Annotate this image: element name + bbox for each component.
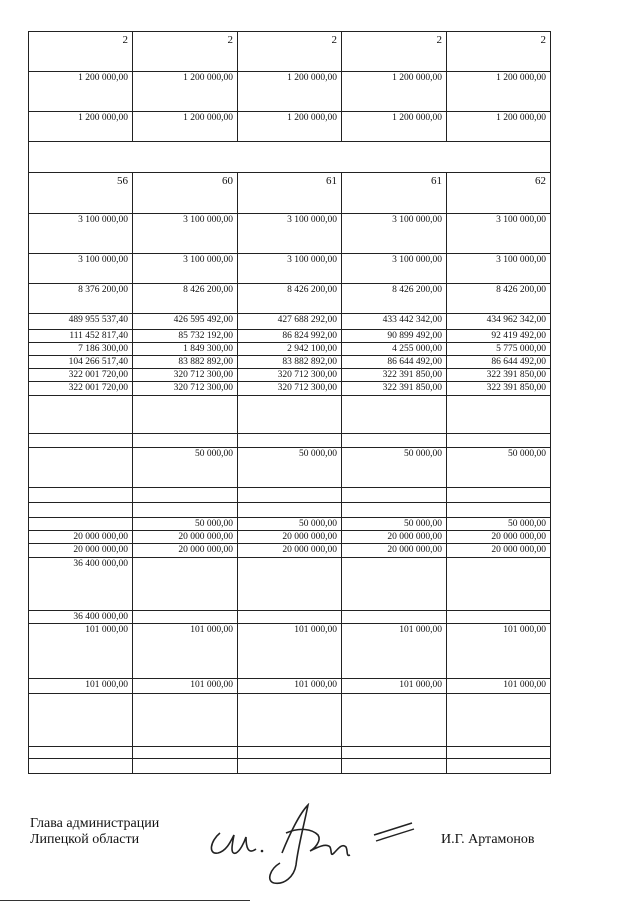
table-cell xyxy=(133,396,238,434)
table-cell: 1 200 000,00 xyxy=(238,72,342,112)
table-cell xyxy=(238,759,342,774)
table-cell: 20 000 000,00 xyxy=(133,544,238,558)
table-cell xyxy=(342,611,447,624)
table-cell: 3 100 000,00 xyxy=(29,214,133,254)
table-cell: 20 000 000,00 xyxy=(342,531,447,544)
table-cell xyxy=(447,694,551,747)
table-cell: 1 200 000,00 xyxy=(133,112,238,142)
table-cell: 2 xyxy=(133,32,238,72)
table-row xyxy=(29,759,551,774)
table-cell: 1 200 000,00 xyxy=(29,112,133,142)
table-cell: 61 xyxy=(342,173,447,214)
table-cell: 1 200 000,00 xyxy=(342,112,447,142)
table-cell xyxy=(447,611,551,624)
table-cell: 3 100 000,00 xyxy=(342,214,447,254)
table-cell xyxy=(238,611,342,624)
budget-table xyxy=(28,31,551,774)
table-cell: 3 100 000,00 xyxy=(29,254,133,284)
table-row xyxy=(29,369,551,382)
table-cell: 101 000,00 xyxy=(133,679,238,694)
table-cell xyxy=(29,142,551,173)
table-cell: 20 000 000,00 xyxy=(238,531,342,544)
table-cell: 50 000,00 xyxy=(342,448,447,488)
table-row xyxy=(29,72,551,112)
table-cell xyxy=(238,396,342,434)
table-cell: 8 426 200,00 xyxy=(133,284,238,314)
table-cell: 320 712 300,00 xyxy=(238,369,342,382)
table-row xyxy=(29,284,551,314)
table-cell: 322 001 720,00 xyxy=(29,382,133,396)
table-cell: 322 391 850,00 xyxy=(447,369,551,382)
table-cell xyxy=(29,518,133,531)
table-cell: 427 688 292,00 xyxy=(238,314,342,330)
table-cell: 50 000,00 xyxy=(133,518,238,531)
table-cell: 8 426 200,00 xyxy=(238,284,342,314)
table-cell: 434 962 342,00 xyxy=(447,314,551,330)
table-cell: 3 100 000,00 xyxy=(447,254,551,284)
table-cell: 60 xyxy=(133,173,238,214)
table-cell xyxy=(447,488,551,503)
table-cell: 101 000,00 xyxy=(342,624,447,679)
table-row xyxy=(29,694,551,747)
signatory-position-line2: Липецкой области xyxy=(30,832,140,847)
table-cell: 322 391 850,00 xyxy=(342,382,447,396)
table-cell: 101 000,00 xyxy=(29,624,133,679)
table-cell xyxy=(342,759,447,774)
table-row xyxy=(29,488,551,503)
table-cell xyxy=(133,434,238,448)
table-cell xyxy=(29,434,133,448)
table-cell xyxy=(133,503,238,518)
table-cell: 2 xyxy=(238,32,342,72)
table-cell: 50 000,00 xyxy=(238,448,342,488)
table-cell: 101 000,00 xyxy=(133,624,238,679)
table-row xyxy=(29,356,551,369)
table-cell: 20 000 000,00 xyxy=(238,544,342,558)
table-cell: 50 000,00 xyxy=(238,518,342,531)
table-row xyxy=(29,624,551,679)
table-cell: 62 xyxy=(447,173,551,214)
table-cell: 2 xyxy=(447,32,551,72)
table-cell: 61 xyxy=(238,173,342,214)
table-cell xyxy=(133,747,238,759)
table-cell xyxy=(342,694,447,747)
table-cell: 3 100 000,00 xyxy=(238,254,342,284)
table-cell: 36 400 000,00 xyxy=(29,558,133,611)
table-cell: 50 000,00 xyxy=(447,518,551,531)
table-cell: 101 000,00 xyxy=(238,624,342,679)
table-row xyxy=(29,434,551,448)
budget-table-body xyxy=(29,32,551,774)
table-cell xyxy=(238,558,342,611)
table-cell xyxy=(133,611,238,624)
table-cell: 1 200 000,00 xyxy=(133,72,238,112)
table-cell: 433 442 342,00 xyxy=(342,314,447,330)
table-cell: 104 266 517,40 xyxy=(29,356,133,369)
table-row xyxy=(29,679,551,694)
handwritten-signature xyxy=(200,803,420,888)
signatory-position-line1: Глава администрации xyxy=(30,816,160,831)
table-cell xyxy=(29,488,133,503)
table-cell: 20 000 000,00 xyxy=(447,531,551,544)
table-row xyxy=(29,330,551,343)
table-cell xyxy=(29,448,133,488)
table-cell: 86 644 492,00 xyxy=(342,356,447,369)
table-cell: 101 000,00 xyxy=(447,624,551,679)
table-cell: 92 419 492,00 xyxy=(447,330,551,343)
table-row xyxy=(29,254,551,284)
table-cell: 322 391 850,00 xyxy=(447,382,551,396)
table-cell: 86 644 492,00 xyxy=(447,356,551,369)
table-cell: 2 942 100,00 xyxy=(238,343,342,356)
table-cell: 322 001 720,00 xyxy=(29,369,133,382)
table-cell xyxy=(447,434,551,448)
table-cell xyxy=(29,396,133,434)
table-cell: 320 712 300,00 xyxy=(238,382,342,396)
table-cell: 1 200 000,00 xyxy=(238,112,342,142)
table-cell xyxy=(133,759,238,774)
table-row xyxy=(29,343,551,356)
table-cell xyxy=(29,503,133,518)
table-cell xyxy=(29,759,133,774)
table-cell: 20 000 000,00 xyxy=(29,531,133,544)
table-cell xyxy=(238,503,342,518)
table-row xyxy=(29,32,551,72)
table-row xyxy=(29,314,551,330)
table-row xyxy=(29,611,551,624)
table-row xyxy=(29,503,551,518)
table-row xyxy=(29,214,551,254)
table-cell xyxy=(29,747,133,759)
table-cell xyxy=(238,488,342,503)
table-cell: 4 255 000,00 xyxy=(342,343,447,356)
table-cell: 20 000 000,00 xyxy=(29,544,133,558)
table-cell: 56 xyxy=(29,173,133,214)
table-cell: 2 xyxy=(29,32,133,72)
table-cell xyxy=(133,558,238,611)
table-row xyxy=(29,142,551,173)
table-cell: 83 882 892,00 xyxy=(133,356,238,369)
table-cell: 320 712 300,00 xyxy=(133,369,238,382)
table-cell xyxy=(29,694,133,747)
table-cell xyxy=(238,694,342,747)
table-cell xyxy=(447,396,551,434)
table-cell: 90 899 492,00 xyxy=(342,330,447,343)
signatory-name: И.Г. Артамонов xyxy=(441,832,535,847)
table-cell xyxy=(342,558,447,611)
table-cell xyxy=(238,434,342,448)
table-cell xyxy=(133,488,238,503)
table-cell xyxy=(342,503,447,518)
table-cell: 36 400 000,00 xyxy=(29,611,133,624)
table-cell: 1 200 000,00 xyxy=(342,72,447,112)
table-cell xyxy=(447,759,551,774)
table-row xyxy=(29,518,551,531)
table-cell: 101 000,00 xyxy=(447,679,551,694)
table-cell: 8 426 200,00 xyxy=(447,284,551,314)
table-cell: 20 000 000,00 xyxy=(342,544,447,558)
table-row xyxy=(29,396,551,434)
table-cell: 101 000,00 xyxy=(238,679,342,694)
table-cell: 101 000,00 xyxy=(29,679,133,694)
table-cell: 322 391 850,00 xyxy=(342,369,447,382)
table-cell: 50 000,00 xyxy=(447,448,551,488)
table-cell: 1 200 000,00 xyxy=(447,72,551,112)
footer-divider xyxy=(0,900,250,901)
table-cell: 3 100 000,00 xyxy=(133,254,238,284)
table-cell: 83 882 892,00 xyxy=(238,356,342,369)
table-row xyxy=(29,558,551,611)
table-row xyxy=(29,382,551,396)
table-cell: 2 xyxy=(342,32,447,72)
table-cell xyxy=(342,396,447,434)
table-cell: 50 000,00 xyxy=(342,518,447,531)
table-cell xyxy=(238,747,342,759)
table-cell: 50 000,00 xyxy=(133,448,238,488)
table-cell: 101 000,00 xyxy=(342,679,447,694)
table-cell xyxy=(342,488,447,503)
table-cell xyxy=(447,503,551,518)
table-cell: 1 200 000,00 xyxy=(447,112,551,142)
table-cell: 8 376 200,00 xyxy=(29,284,133,314)
signature-block xyxy=(30,816,159,848)
table-cell: 86 824 992,00 xyxy=(238,330,342,343)
table-row xyxy=(29,531,551,544)
table-row xyxy=(29,544,551,558)
table-cell: 1 849 300,00 xyxy=(133,343,238,356)
table-cell: 489 955 537,40 xyxy=(29,314,133,330)
table-cell: 85 732 192,00 xyxy=(133,330,238,343)
table-cell xyxy=(447,558,551,611)
table-cell: 8 426 200,00 xyxy=(342,284,447,314)
table-cell: 20 000 000,00 xyxy=(447,544,551,558)
table-cell: 3 100 000,00 xyxy=(133,214,238,254)
table-row xyxy=(29,747,551,759)
table-cell xyxy=(342,434,447,448)
table-row xyxy=(29,448,551,488)
table-row xyxy=(29,112,551,142)
table-cell: 1 200 000,00 xyxy=(29,72,133,112)
table-cell xyxy=(342,747,447,759)
table-cell: 426 595 492,00 xyxy=(133,314,238,330)
table-cell: 111 452 817,40 xyxy=(29,330,133,343)
table-cell: 3 100 000,00 xyxy=(238,214,342,254)
table-cell xyxy=(133,694,238,747)
table-cell: 3 100 000,00 xyxy=(342,254,447,284)
table-cell: 7 186 300,00 xyxy=(29,343,133,356)
table-cell: 5 775 000,00 xyxy=(447,343,551,356)
table-cell: 320 712 300,00 xyxy=(133,382,238,396)
table-cell xyxy=(447,747,551,759)
table-cell: 20 000 000,00 xyxy=(133,531,238,544)
table-row xyxy=(29,173,551,214)
table-cell: 3 100 000,00 xyxy=(447,214,551,254)
